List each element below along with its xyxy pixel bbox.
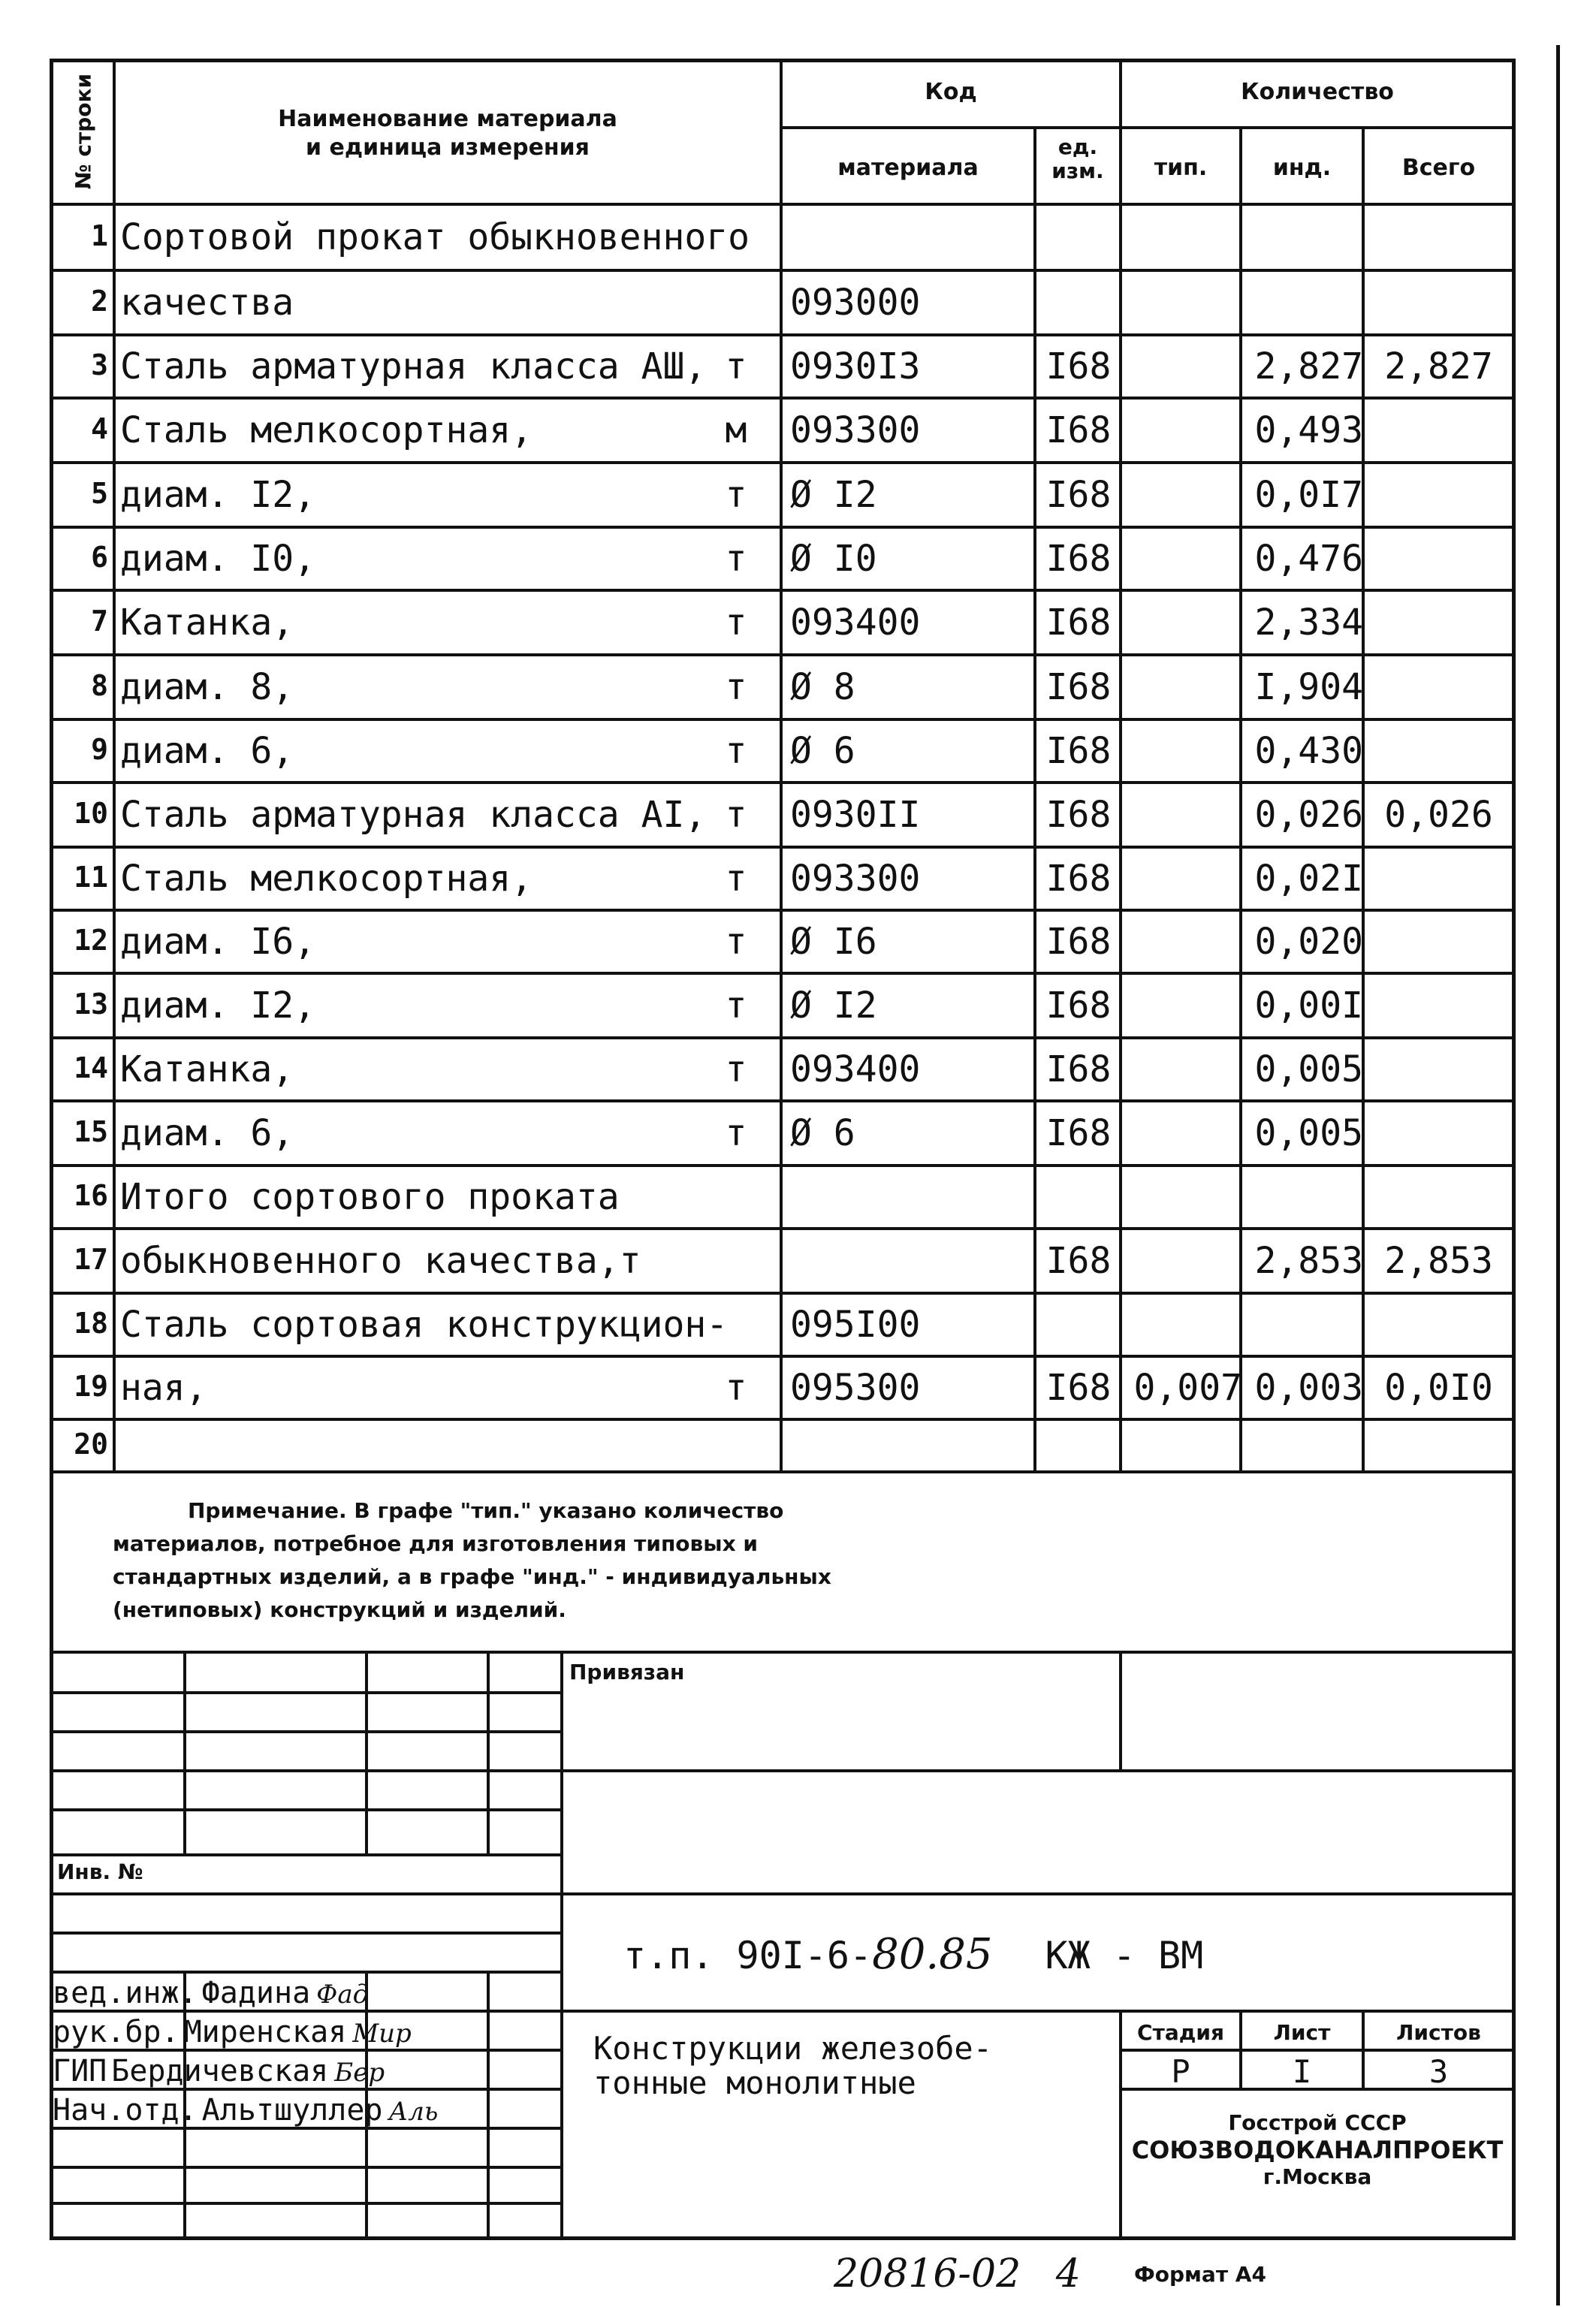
drawing-title (593, 2031, 992, 2100)
material-name: Катанка, (120, 602, 294, 644)
unit-code: I68 (1045, 1367, 1112, 1409)
org-line-3: г.Москва (1263, 2164, 1372, 2189)
quantity-ind: 2,827 (1254, 345, 1363, 388)
document-code-suffix: КЖ - ВМ (1045, 1934, 1204, 1977)
material-code: Ø I0 (790, 538, 877, 580)
note-line-4: (нетиповых) конструкций и изделий. (113, 1597, 566, 1622)
unit-code: I68 (1045, 921, 1112, 963)
unit-code: I68 (1045, 1240, 1112, 1282)
unit-code: I68 (1045, 538, 1112, 580)
quantity-ind: 2,334 (1254, 602, 1363, 644)
code-group-header: Код (925, 79, 977, 105)
quantity-ind: 0,430 (1254, 730, 1363, 772)
material-name: качества (120, 282, 294, 324)
row-number: 18 (74, 1307, 108, 1340)
note-line-3: стандартных изделий, а в графе "инд." - индивидуальных (113, 1564, 831, 1589)
material-code: 093000 (790, 282, 921, 324)
quantity-ind: 0,00I (1254, 985, 1363, 1027)
staff-role: ГИП (53, 2054, 107, 2088)
row-number: 5 (91, 477, 108, 510)
material-unit: т (725, 345, 747, 388)
material-unit: т (725, 1112, 747, 1154)
drawing-title-line-2: тонные монолитные (593, 2064, 916, 2102)
row-number-header: № строки (71, 73, 96, 190)
material-code: Ø 8 (790, 666, 855, 708)
organization-block (1121, 2110, 1514, 2190)
material-unit: т (725, 1048, 747, 1090)
note-line-2: материалов, потребное для изготовления типовых и (113, 1531, 758, 1556)
quantity-ind: 0,02I (1254, 858, 1363, 900)
quantity-ind: 0,0I7 (1254, 474, 1363, 516)
org-line-2: СОЮЗВОДОКАНАЛПРОЕКТ (1131, 2135, 1504, 2164)
staff-row (53, 2056, 385, 2086)
staff-signature: Фад (316, 1980, 370, 2010)
row-number: 3 (91, 348, 108, 381)
material-unit: т (725, 858, 747, 900)
drawing-title-line-1: Конструкции железобе- (593, 2030, 993, 2067)
material-code: Ø 6 (790, 1112, 855, 1154)
material-name: диам. 6, (120, 730, 294, 772)
unit-code: I68 (1045, 409, 1112, 451)
name-column-header: Наименование материала и единица измерения (278, 106, 617, 161)
staff-signature: Бер (334, 2058, 385, 2088)
quantity-ind: 0,020 (1254, 921, 1363, 963)
material-code: 0930II (790, 794, 921, 836)
row-number: 8 (91, 669, 108, 702)
row-number: 10 (74, 797, 108, 830)
material-name: Сталь мелкосортная, (120, 858, 533, 900)
quantity-total-header: Всего (1401, 155, 1476, 181)
document-code-prefix: т.п. 90I-6- (623, 1934, 873, 1977)
note-line-1: Примечание. В графе "тип." указано количество (188, 1498, 784, 1523)
quantity-ind: 0,026 (1254, 794, 1363, 836)
quantity-ind: 0,005 (1254, 1112, 1363, 1154)
stage-value: Р (1171, 2053, 1190, 2090)
quantity-typ-header: тип. (1154, 155, 1208, 181)
material-name: диам. I0, (120, 538, 316, 580)
row-number: 11 (74, 861, 108, 894)
quantity-ind: 0,003 (1254, 1367, 1363, 1409)
material-name: диам. 6, (120, 1112, 294, 1154)
material-name: ная, (120, 1367, 207, 1409)
footer-number (834, 2251, 1081, 2296)
quantity-total: 0,026 (1384, 794, 1493, 836)
row-number: 14 (74, 1051, 108, 1084)
staff-name: Бердичевская (111, 2054, 329, 2088)
unit-code: I68 (1045, 794, 1112, 836)
material-name: Сталь арматурная класса АШ, (120, 345, 707, 388)
staff-name: Миренская (183, 2015, 347, 2049)
quantity-total: 0,0I0 (1384, 1367, 1493, 1409)
material-name: диам. I6, (120, 921, 316, 963)
code-unit-header: ед. изм. (1051, 134, 1104, 184)
staff-role: рук.бр. (53, 2015, 180, 2049)
quantity-ind: 0,005 (1254, 1048, 1363, 1090)
document-code-number: 80.85 (872, 1930, 993, 1979)
unit-code: I68 (1045, 474, 1112, 516)
footer-number-extra: 4 (1055, 2251, 1081, 2296)
material-unit: т (725, 794, 747, 836)
row-number: 16 (74, 1179, 108, 1212)
row-number: 2 (91, 285, 108, 318)
material-code: 093400 (790, 1048, 921, 1090)
staff-role: Нач.отд. (53, 2093, 198, 2128)
staff-row (53, 2093, 439, 2128)
unit-code: I68 (1045, 345, 1112, 388)
material-name: Сталь мелкосортная, (120, 409, 533, 451)
material-code: 0930I3 (790, 345, 921, 388)
material-name: диам. I2, (120, 474, 316, 516)
material-unit: т (725, 474, 747, 516)
staff-role: вед.инж. (53, 1976, 198, 2010)
org-line-1: Госстрой СССР (1228, 2110, 1407, 2135)
material-unit: т (725, 666, 747, 708)
material-code: Ø I2 (790, 985, 877, 1027)
sheets-count-label: Листов (1396, 2020, 1481, 2045)
note-block (113, 1494, 1014, 1627)
staff-name: Фадина (201, 1976, 311, 2010)
material-name: Сортовой прокат обыкновенного (120, 216, 750, 258)
row-number: 17 (74, 1243, 108, 1276)
quantity-total: 2,853 (1384, 1240, 1493, 1282)
material-code: 095I00 (790, 1304, 921, 1346)
material-code: Ø I2 (790, 474, 877, 516)
material-unit: т (725, 921, 747, 963)
row-number: 13 (74, 988, 108, 1021)
material-code: 093400 (790, 602, 921, 644)
unit-code: I68 (1045, 1048, 1112, 1090)
material-name: диам. I2, (120, 985, 316, 1027)
material-unit: т (725, 985, 747, 1027)
footer-number-main: 20816-02 (834, 2251, 1021, 2296)
staff-name: Альтшуллер (201, 2093, 383, 2128)
unit-code: I68 (1045, 858, 1112, 900)
material-name: Итого сортового проката (120, 1176, 620, 1218)
unit-code: I68 (1045, 985, 1112, 1027)
unit-code: I68 (1045, 602, 1112, 644)
material-code: 093300 (790, 409, 921, 451)
row-number: 4 (91, 412, 108, 445)
quantity-total: 2,827 (1384, 345, 1493, 388)
unit-code: I68 (1045, 730, 1112, 772)
row-number: 15 (74, 1115, 108, 1148)
unit-code: I68 (1045, 666, 1112, 708)
sheet-label: Лист (1273, 2020, 1331, 2045)
row-number: 6 (91, 541, 108, 574)
material-unit: т (725, 1367, 747, 1409)
material-code: 093300 (790, 858, 921, 900)
quantity-ind: I,904 (1254, 666, 1363, 708)
material-name: Сталь сортовая конструкцион- (120, 1304, 729, 1346)
material-code: 095300 (790, 1367, 921, 1409)
code-material-header: материала (837, 155, 979, 181)
quantity-group-header: Количество (1241, 79, 1394, 105)
material-unit: т (725, 730, 747, 772)
material-unit: м (725, 409, 747, 451)
quantity-typ: 0,007 (1133, 1367, 1242, 1409)
row-number: 12 (74, 924, 108, 957)
quantity-ind: 0,493 (1254, 409, 1363, 451)
staff-row (53, 1978, 369, 2008)
material-unit: т (725, 602, 747, 644)
unit-code: I68 (1045, 1112, 1112, 1154)
staff-signature: Аль (388, 2097, 439, 2127)
staff-row (53, 2017, 412, 2047)
material-name: обыкновенного качества,т (120, 1240, 641, 1282)
sheets-count-value: 3 (1429, 2053, 1449, 2090)
row-number: 9 (91, 733, 108, 766)
document-code (623, 1930, 1204, 1979)
material-code: Ø 6 (790, 730, 855, 772)
quantity-ind: 2,853 (1254, 1240, 1363, 1282)
row-number: 20 (74, 1428, 108, 1461)
privyazan-label: Привязан (569, 1660, 685, 1684)
format-label: Формат А4 (1134, 2262, 1266, 2287)
sheet-value: I (1292, 2053, 1312, 2090)
row-number: 1 (91, 219, 108, 252)
row-number: 19 (74, 1370, 108, 1403)
staff-signature: Мир (352, 2019, 412, 2049)
material-name: диам. 8, (120, 666, 294, 708)
material-name: Сталь арматурная класса AI, (120, 794, 707, 836)
quantity-ind-header: инд. (1272, 155, 1332, 181)
material-code: Ø I6 (790, 921, 877, 963)
inventory-number-label: Инв. № (57, 1859, 143, 1884)
material-unit: т (725, 538, 747, 580)
material-name: Катанка, (120, 1048, 294, 1090)
row-number: 7 (91, 605, 108, 638)
stage-label: Стадия (1137, 2020, 1224, 2045)
quantity-ind: 0,476 (1254, 538, 1363, 580)
